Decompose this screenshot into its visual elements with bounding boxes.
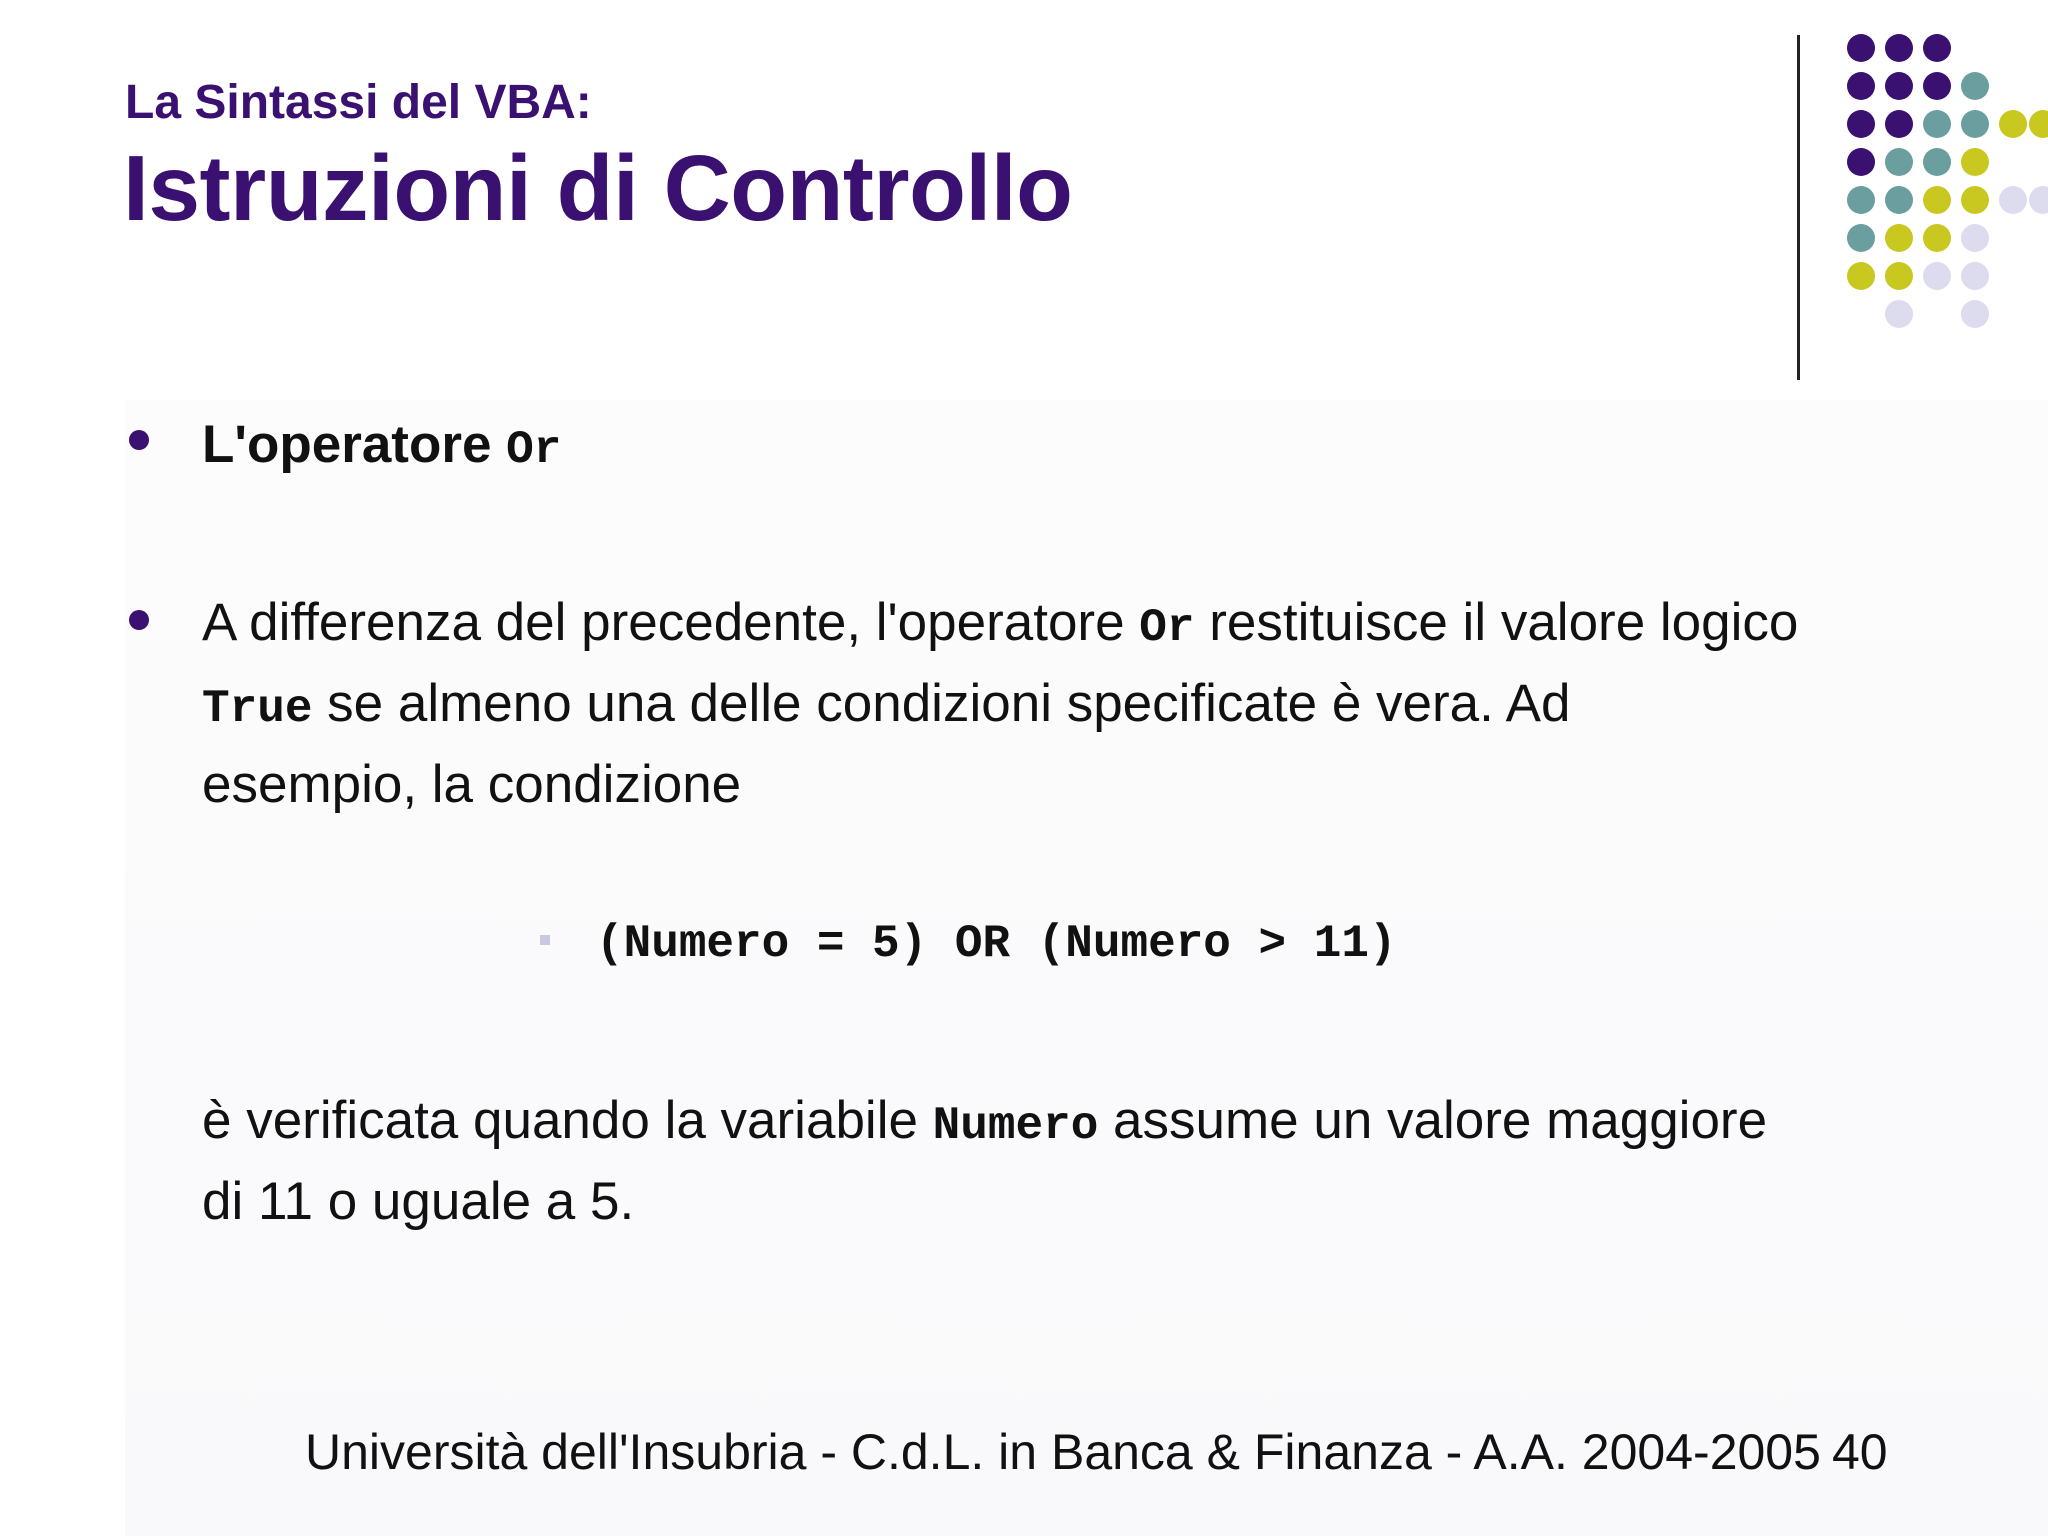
bullet-line <box>202 585 1798 666</box>
decorative-dot <box>1961 224 1989 252</box>
decorative-dot <box>1847 224 1875 252</box>
decorative-dot <box>1885 186 1913 214</box>
bullet-item <box>202 585 1798 823</box>
decorative-dot <box>1847 262 1875 290</box>
paragraph-line: di 11 o uguale a 5. <box>202 1172 635 1231</box>
slide-subtitle: La Sintassi del VBA: <box>125 76 592 129</box>
bullet-line: esempio, la condizione <box>202 755 742 814</box>
code-example: (Numero = 5) OR (Numero > 11) <box>596 918 1397 970</box>
inline-code: Numero <box>932 1100 1099 1152</box>
decorative-dot <box>1885 34 1913 62</box>
decorative-dot-grid <box>0 0 2048 400</box>
decorative-dot <box>1961 110 1989 138</box>
bullet-marker <box>129 430 149 450</box>
decorative-dot <box>1885 110 1913 138</box>
paragraph-text: è verificata quando la variabile <box>202 1091 933 1150</box>
decorative-dot <box>2029 186 2048 214</box>
decorative-dot <box>1961 148 1989 176</box>
decorative-dot <box>1923 110 1951 138</box>
decorative-dot <box>1999 186 2027 214</box>
decorative-dot <box>1847 72 1875 100</box>
bullet-text: A differenza del precedente, l'operatore <box>202 593 1140 652</box>
bullet-item <box>202 407 561 488</box>
page-number: 40 <box>1832 1424 1888 1480</box>
decorative-dot <box>1923 224 1951 252</box>
footer-text: Università dell'Insubria - C.d.L. in Banca & Finanza - A.A. 2004-2005 <box>305 1424 1821 1480</box>
explanation-paragraph <box>202 1083 1767 1240</box>
decorative-dot <box>1885 224 1913 252</box>
decorative-dot <box>1885 262 1913 290</box>
decorative-dot <box>1847 186 1875 214</box>
bullet-text: se almeno una delle condizioni specificate è vera. Ad <box>312 674 1571 733</box>
inline-code: Or <box>506 424 562 476</box>
decorative-dot <box>2029 110 2048 138</box>
decorative-dot <box>1961 72 1989 100</box>
decorative-dot <box>1923 72 1951 100</box>
decorative-dot <box>1961 186 1989 214</box>
decorative-dot <box>1961 262 1989 290</box>
decorative-dot <box>1923 34 1951 62</box>
decorative-dot <box>1923 186 1951 214</box>
inline-code: Or <box>1139 602 1195 654</box>
bullet-text: restituisce il valore logico <box>1194 593 1799 652</box>
decorative-dot <box>1885 300 1913 328</box>
bullet-marker <box>129 610 149 630</box>
paragraph-text: assume un valore maggiore <box>1098 1091 1768 1150</box>
decorative-dot <box>1999 110 2027 138</box>
decorative-dot <box>1847 148 1875 176</box>
bullet-line <box>202 666 1798 747</box>
decorative-dot <box>1923 148 1951 176</box>
bullet-text: L'operatore <box>202 415 507 474</box>
decorative-dot <box>1961 300 1989 328</box>
decorative-dot <box>1885 148 1913 176</box>
inline-code: True <box>202 683 313 735</box>
decorative-dot <box>1847 110 1875 138</box>
decorative-dot <box>1885 72 1913 100</box>
paragraph-line <box>202 1083 1767 1164</box>
sub-bullet-marker <box>540 935 550 945</box>
decorative-dot <box>1847 34 1875 62</box>
slide-title: Istruzioni di Controllo <box>123 136 1073 240</box>
decorative-dot <box>1923 262 1951 290</box>
